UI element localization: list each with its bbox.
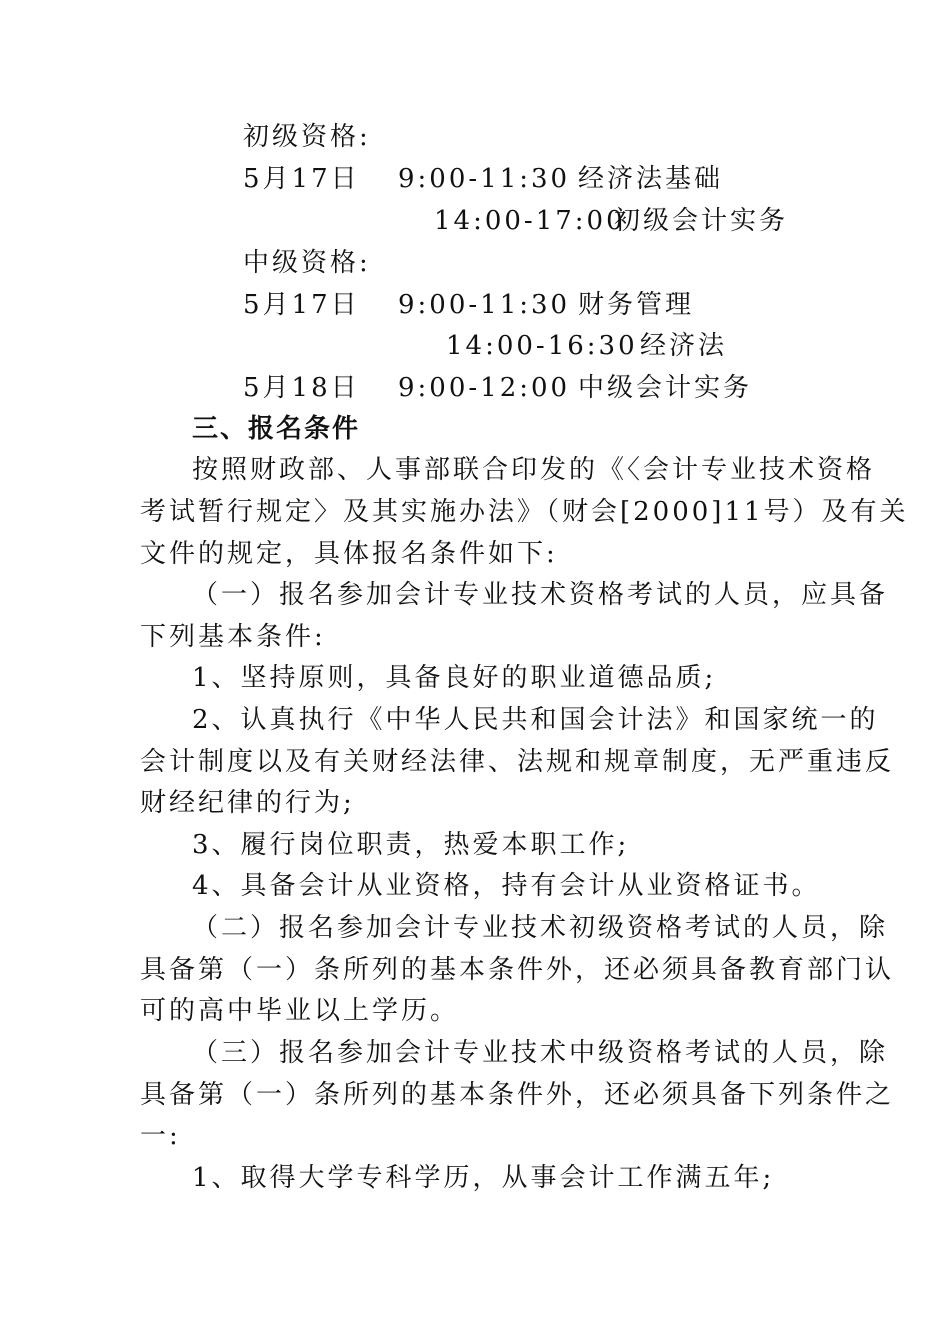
schedule-time: 14:00-17:00: [434, 206, 626, 236]
schedule-time: 14:00-16:30: [446, 331, 638, 361]
paragraph-line: 2、认真执行《中华人民共和国会计法》和国家统一的: [192, 705, 879, 735]
paragraph-line: 一:: [140, 1121, 181, 1151]
middle-heading: 中级资格:: [243, 248, 371, 278]
schedule-date: 5月17日: [243, 290, 360, 320]
junior-heading: 初级资格:: [243, 122, 371, 152]
schedule-time: 9:00-12:00: [398, 373, 571, 403]
paragraph-line: （三）报名参加会计专业技术中级资格考试的人员，除: [192, 1038, 889, 1068]
list-item: 3、履行岗位职责，热爱本职工作;: [192, 830, 630, 860]
section-heading: 三、报名条件: [192, 414, 361, 444]
paragraph-line: 按照财政部、人事部联合印发的《〈会计专业技术资格: [192, 455, 876, 485]
schedule-subject: 经济法基础: [578, 164, 724, 194]
list-item: 1、坚持原则，具备良好的职业道德品质;: [192, 663, 717, 693]
list-item: 1、取得大学专科学历，从事会计工作满五年;: [192, 1163, 775, 1193]
paragraph-line: 具备第（一）条所列的基本条件外，还必须具备教育部门认: [140, 955, 895, 985]
schedule-subject: 经济法: [640, 331, 728, 361]
paragraph-line: 可的高中毕业以上学历。: [140, 996, 460, 1026]
paragraph-line: （二）报名参加会计专业技术初级资格考试的人员，除: [192, 913, 889, 943]
schedule-date: 5月18日: [243, 373, 360, 403]
paragraph-line: 具备第（一）条所列的基本条件外，还必须具备下列条件之: [140, 1080, 895, 1110]
paragraph-line: 文件的规定，具体报名条件如下:: [140, 539, 558, 569]
schedule-time: 9:00-11:30: [398, 164, 571, 194]
schedule-subject: 中级会计实务: [578, 373, 753, 403]
schedule-time: 9:00-11:30: [398, 290, 571, 320]
paragraph-line: 会计制度以及有关财经法律、法规和规章制度，无严重违反: [140, 747, 895, 777]
paragraph-line: 考试暂行规定〉及其实施办法》（财会[2000]11号）及有关: [140, 497, 909, 527]
schedule-subject: 初级会计实务: [614, 206, 789, 236]
paragraph-line: 财经纪律的行为;: [140, 788, 355, 818]
list-item: 4、具备会计从业资格，持有会计从业资格证书。: [192, 871, 821, 901]
schedule-date: 5月17日: [243, 164, 360, 194]
paragraph-line: （一）报名参加会计专业技术资格考试的人员，应具备: [192, 580, 889, 610]
paragraph-line: 下列基本条件:: [140, 622, 326, 652]
schedule-subject: 财务管理: [578, 290, 695, 320]
